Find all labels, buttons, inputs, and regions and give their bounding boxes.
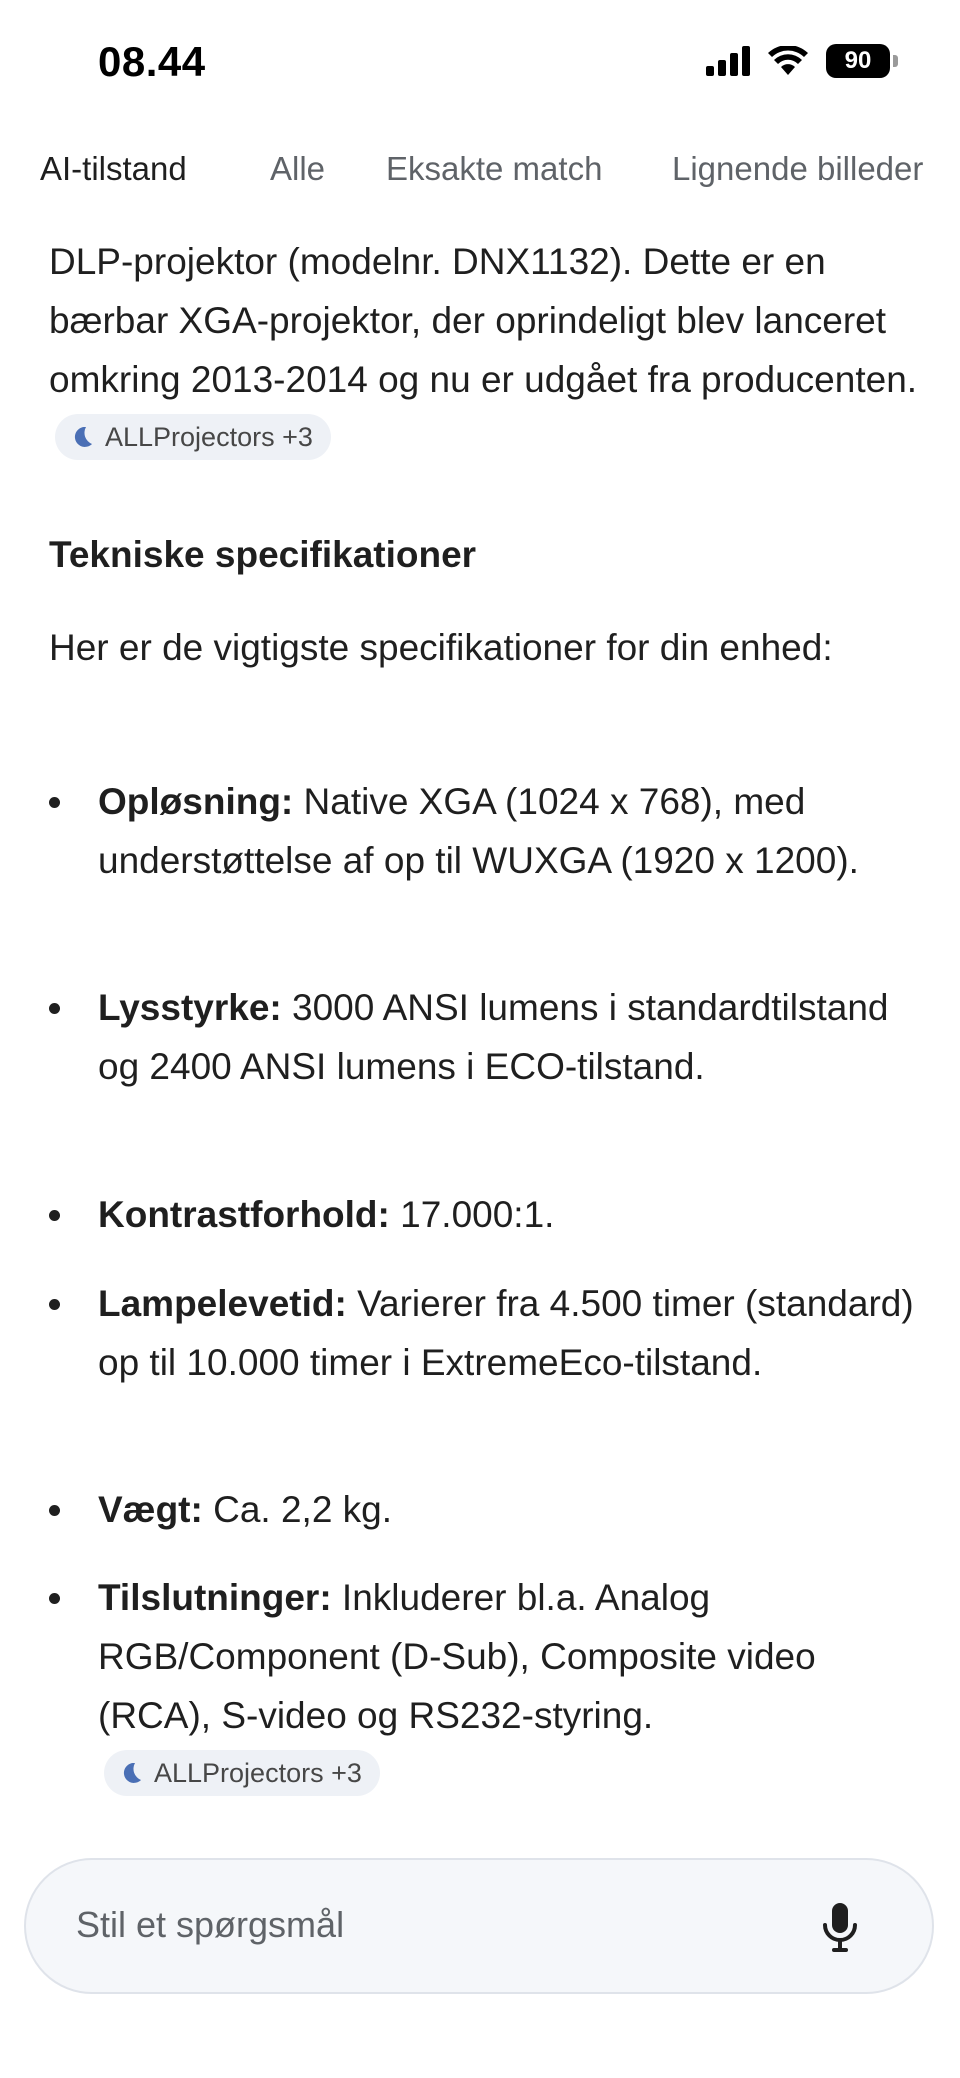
battery-icon	[826, 44, 898, 78]
spec-text	[98, 1274, 918, 1392]
signal-icon	[706, 46, 750, 76]
status-time: 08.44	[98, 38, 206, 85]
intro-paragraph	[49, 232, 919, 468]
source-chip-label: ALLProjectors +3	[105, 421, 313, 452]
status-icons	[706, 44, 898, 78]
source-chip[interactable]	[104, 1750, 380, 1796]
battery-level: 90	[826, 44, 890, 78]
search-mode-tabs	[0, 140, 960, 204]
spec-text	[98, 978, 918, 1096]
source-chip-label: ALLProjectors +3	[154, 1757, 362, 1788]
spec-label: Tilslutninger:	[98, 1577, 332, 1618]
wifi-icon	[768, 46, 808, 76]
spec-label: Lysstyrke:	[98, 987, 282, 1028]
mic-icon	[820, 1901, 860, 1955]
battery-cap	[893, 55, 898, 67]
ask-placeholder: Stil et spørgsmål	[76, 1904, 345, 1945]
ask-input[interactable]	[24, 1858, 934, 1994]
section-heading: Tekniske specifikationer	[49, 534, 477, 575]
bullet	[49, 1505, 60, 1516]
status-bar	[0, 0, 960, 130]
spec-value: Native XGA (1024 x 768), med understøttelse af op til WUXGA (1920 x 1200).	[98, 781, 859, 881]
spec-text	[98, 1480, 918, 1539]
spec-value: 17.000:1.	[389, 1194, 555, 1235]
bullet	[49, 1593, 60, 1604]
tab-ai-mode[interactable]: AI-tilstand	[40, 150, 187, 187]
spec-value: 3000 ANSI lumens i standardtilstand og 2400 ANSI lumens i ECO-tilstand.	[98, 987, 889, 1087]
spec-text	[98, 1568, 918, 1804]
spec-value: Ca. 2,2 kg.	[202, 1489, 393, 1530]
spec-label: Kontrastforhold:	[98, 1194, 390, 1235]
bullet	[49, 1299, 60, 1310]
source-moon-icon	[69, 424, 95, 450]
ai-answer	[49, 232, 919, 1788]
lead-paragraph: Her er de vigtigste specifikationer for din enhed:	[49, 627, 833, 668]
source-chip[interactable]	[55, 414, 331, 460]
source-moon-icon	[118, 1760, 144, 1786]
tab-exact-match[interactable]: Eksakte match	[386, 150, 603, 187]
tab-all[interactable]: Alle	[270, 150, 326, 187]
spec-label: Vægt:	[98, 1489, 203, 1530]
bullet	[49, 797, 60, 808]
bullet	[49, 1003, 60, 1014]
tab-similar-images[interactable]: Lignende billeder	[672, 150, 924, 187]
mic-button[interactable]	[810, 1898, 870, 1958]
bullet	[49, 1210, 60, 1221]
spec-value: Varierer fra 4.500 timer (standard) op til 10.000 timer i ExtremeEco-tilstand.	[98, 1283, 914, 1383]
spec-value: Inkluderer bl.a. Analog RGB/Component (D-Sub), Composite video (RCA), S-video og RS232-styring.	[98, 1577, 816, 1736]
spec-label: Opløsning:	[98, 781, 294, 822]
spec-label: Lampelevetid:	[98, 1283, 347, 1324]
spec-text	[98, 772, 918, 890]
spec-text	[98, 1185, 918, 1244]
intro-text: DLP-projektor (modelnr. DNX1132). Dette er en bærbar XGA-projektor, der oprindeligt blev lanceret omkring 2013-2014 og nu er udgået fra producenten.	[49, 241, 918, 400]
